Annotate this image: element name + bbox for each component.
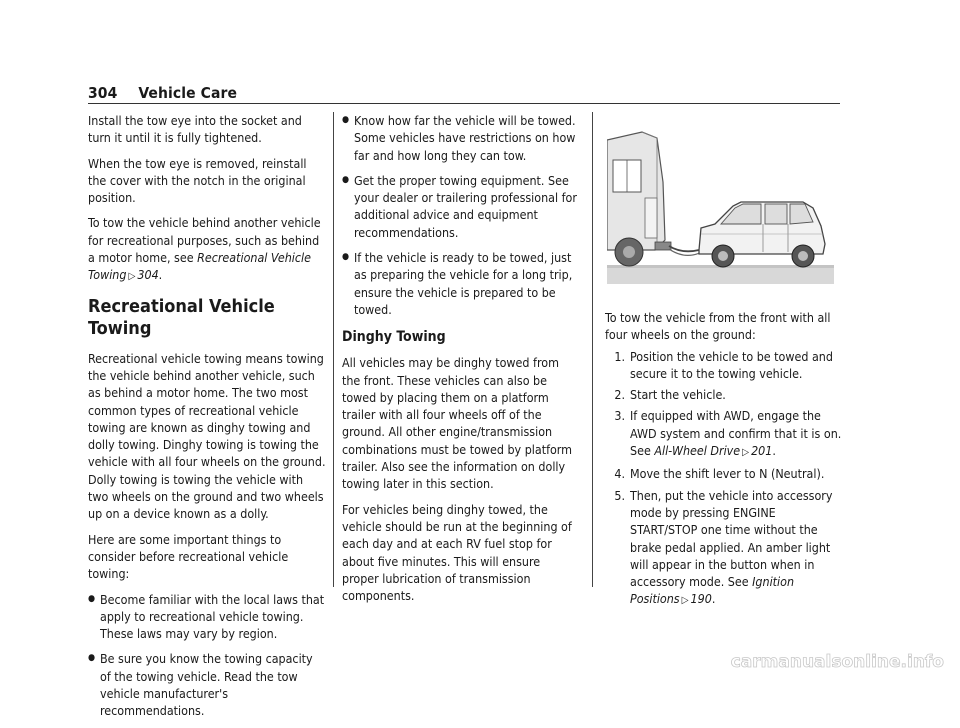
step-item <box>605 348 843 383</box>
step-text-with-reference: If equipped with AWD, engage the AWD system and confirm that it is on. See All-Wheel Drive ▷ 201. <box>630 408 842 459</box>
bullet-text: Get the proper towing equipment. See your dealer or trailering professional for additional advice and equipment recommendations. <box>354 172 577 240</box>
step-text: Then, put the vehicle into accessory mode by pressing ENGINE START/STOP one time without the brake pedal applied. An amber light will appear in the button when in accessory mode. See <box>630 487 833 590</box>
paragraph: All vehicles may be dinghy towed from the front. These vehicles can also be towed by placing them on a platform trailer with all four wheels off of the ground. All other engine/transmission combinations must be towed by platform trailer. Also see the information on dolly towing later in this section. <box>342 355 573 492</box>
step-item <box>605 407 843 461</box>
cross-reference-link[interactable]: Ignition Positions <box>630 574 795 607</box>
step-number: 5. <box>614 487 625 503</box>
section-title: Vehicle Care <box>138 84 238 102</box>
bullet-text: Become familiar with the local laws that apply to recreational vehicle towing. These laws may vary by region. <box>100 591 325 642</box>
step-item <box>605 465 843 482</box>
cross-reference-link[interactable]: All-Wheel Drive <box>654 443 741 459</box>
bullet-icon: ● <box>342 174 350 185</box>
step-number: 4. <box>614 466 625 482</box>
bullet-icon: ● <box>342 252 350 263</box>
column-1 <box>88 112 326 728</box>
paragraph: For vehicles being dinghy towed, the vehicle should be run at the beginning of each day and at each RV fuel stop for about five minutes. This will ensure proper lubrication of transmission components. <box>342 501 572 604</box>
bullet-item <box>342 112 580 164</box>
paragraph: Recreational vehicle towing means towing the vehicle behind another vehicle, such as behind a motor home. The two most common types of recreational vehicle towing are known as dinghy towing and dolly towing. Dinghy towing is towing the vehicle with all four wheels on the ground. Dolly towing is towing the vehicle with two wheels on the ground and two wheels up on a device known as a dolly. <box>88 350 326 522</box>
watermark-logo <box>626 650 946 672</box>
bullet-text: Know how far the vehicle will be towed. Some vehicles have restrictions on how far and how long they can tow. <box>354 113 576 163</box>
step-number: 2. <box>614 387 625 403</box>
page-ref-arrow-icon: ▷ <box>681 595 689 607</box>
cross-reference-page[interactable]: 304 <box>137 267 159 283</box>
paragraph: Here are some important things to consider before recreational vehicle towing: <box>88 531 289 582</box>
header-rule <box>88 103 840 104</box>
cross-reference-page[interactable]: 190 <box>690 591 712 607</box>
cross-reference-link[interactable]: Recreational Vehicle Towing <box>88 250 311 283</box>
paragraph: Install the tow eye into the socket and turn it until it is fully tightened. <box>88 113 302 146</box>
column-2 <box>342 112 580 612</box>
bullet-item <box>342 249 580 318</box>
column-divider <box>333 112 334 587</box>
page-ref-arrow-icon: ▷ <box>742 447 750 459</box>
step-text: Position the vehicle to be towed and secure it to the towing vehicle. <box>630 348 833 381</box>
subsection-heading: Dinghy Towing <box>342 329 446 346</box>
paragraph: When the tow eye is removed, reinstall the cover with the notch in the original position. <box>88 155 307 206</box>
paragraph: To tow the vehicle from the front with all four wheels on the ground: <box>605 310 831 343</box>
step-number: 3. <box>614 408 625 424</box>
step-text-with-reference: Then, put the vehicle into accessory mode by pressing ENGINE START/STOP one time without the brake pedal applied. An amber light will appear in the button when in accessory mode. See Ignition Positions ▷ 190. <box>630 487 833 607</box>
dinghy-towing-illustration <box>607 122 834 284</box>
bullet-item <box>88 591 326 643</box>
bullet-icon: ● <box>88 593 96 604</box>
step-text: Start the vehicle. <box>630 387 726 403</box>
step-text: Move the shift lever to N (Neutral). <box>630 466 825 482</box>
section-heading: Recreational Vehicle Towing <box>88 295 275 339</box>
bullet-icon: ● <box>342 115 350 125</box>
step-text: If equipped with AWD, engage the AWD system and confirm that it is on. See <box>630 408 842 459</box>
bullet-item <box>88 650 326 719</box>
column-divider <box>592 112 593 587</box>
column-3 <box>605 309 843 614</box>
step-item <box>605 386 843 403</box>
paragraph-with-reference: To tow the vehicle behind another vehicle for recreational purposes, such as behind a motor home, see Recreational Vehicle Towing ▷ 304. <box>88 215 321 283</box>
page-header <box>88 84 237 102</box>
step-number: 1. <box>614 348 625 364</box>
page-number: 304 <box>88 84 118 102</box>
paragraph-text: To tow the vehicle behind another vehicle for recreational purposes, such as behind a motor home, see <box>88 215 321 266</box>
step-item <box>605 487 843 610</box>
page-ref-arrow-icon: ▷ <box>128 271 136 283</box>
bullet-icon: ● <box>88 653 96 664</box>
bullet-item <box>342 172 580 241</box>
bullet-text: Be sure you know the towing capacity of the towing vehicle. Read the tow vehicle manufacturer's recommendations. <box>100 651 313 719</box>
cross-reference-page[interactable]: 201 <box>751 443 773 459</box>
watermark-text: carmanualsonline.info <box>730 652 944 672</box>
bullet-text: If the vehicle is ready to be towed, just as preparing the vehicle for a long trip, ensure the vehicle is prepared to be towed. <box>354 250 573 317</box>
